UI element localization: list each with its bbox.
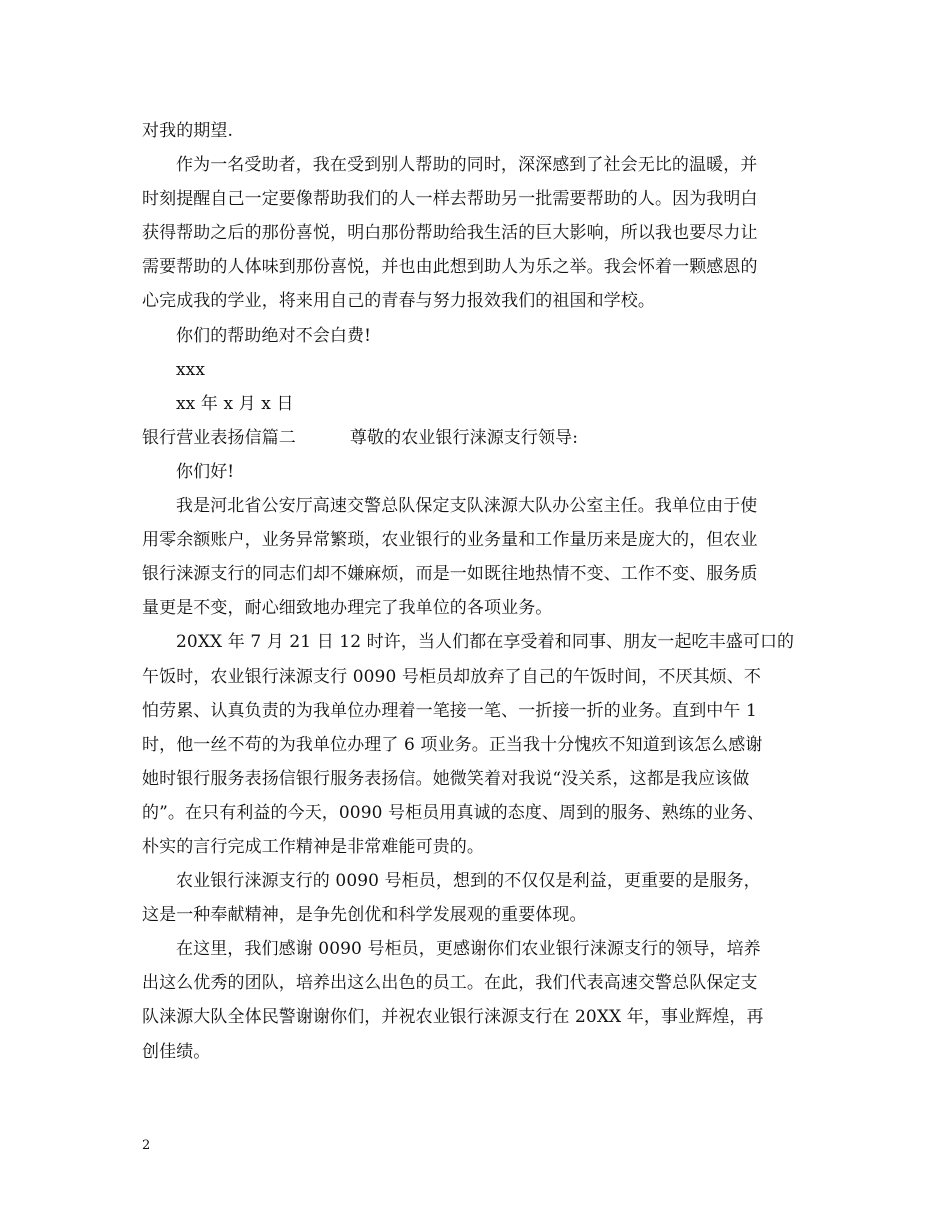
paragraph-line: 队涞源大队全体民警谢谢你们，并祝农业银行涞源支行在 20XX 年，事业辉煌，再 [142,1007,764,1028]
paragraph-line: 时，他一丝不苟的为我单位办理了 6 项业务。正当我十分愧疚不知道到该怎么感谢 [142,734,763,755]
paragraph-line: 午饭时，农业银行涞源支行 0090 号柜员却放弃了自己的午饭时间，不厌其烦、不 [142,666,761,687]
paragraph-line: 她时银行服务表扬信银行服务表扬信。她微笑着对我说“没关系，这都是我应该做 [142,768,750,789]
paragraph-line: 时刻提醒自己一定要像帮助我们的人一样去帮助另一批需要帮助的人。因为我明白 [142,189,758,210]
signature-date: xx 年 x 月 x 日 [176,393,294,414]
paragraph-line: 对我的期望. [142,121,234,141]
paragraph-line: 在这里，我们感谢 0090 号柜员，更感谢你们农业银行涞源支行的领导，培养 [176,939,761,960]
paragraph-line: 银行涞源支行的同志们却不嫌麻烦，而是一如既往地热情不变、工作不变、服务质 [142,564,758,585]
paragraph-line: 出这么优秀的团队，培养出这么出色的员工。在此，我们代表高速交警总队保定支 [142,973,758,994]
paragraph-line: 这是一种奉献精神，是争先创优和科学发展观的重要体现。 [142,905,587,926]
letter-heading-line [142,421,832,455]
paragraph-line: 心完成我的学业，将来用自己的青春与努力报效我们的祖国和学校。 [142,291,655,312]
section-title: 银行营业表扬信篇二 [142,427,296,448]
greeting-line: 你们好! [176,461,235,482]
paragraph-line: 获得帮助之后的那份喜悦，明白那份帮助给我生活的巨大影响，所以我也要尽力让 [142,223,758,244]
letter-salutation: 尊敬的农业银行涞源支行领导: [349,427,579,448]
document-body [142,114,832,1069]
paragraph-line: 量更是不变，耐心细致地办理完了我单位的各项业务。 [142,598,553,619]
paragraph-line: 作为一名受助者，我在受到别人帮助的同时，深深感到了社会无比的温暖，并 [176,155,758,176]
paragraph-line: 的”。在只有利益的今天，0090 号柜员用真诚的态度、周到的服务、熟练的业务、 [142,802,765,823]
paragraph-line: 农业银行涞源支行的 0090 号柜员，想到的不仅仅是利益，更重要的是服务， [176,871,761,892]
paragraph-line: 朴实的言行完成工作精神是非常难能可贵的。 [142,836,484,857]
paragraph-line: 怕劳累、认真负责的为我单位办理着一笔接一笔、一折接一折的业务。直到中午 1 [142,700,757,721]
page-number: 2 [142,1138,151,1153]
paragraph-line: 你们的帮助绝对不会白费! [176,325,372,346]
paragraph-line: 我是河北省公安厅高速交警总队保定支队涞源大队办公室主任。我单位由于使 [176,496,758,517]
paragraph-line: 创佳绩。 [142,1041,211,1062]
paragraph-line: 用零余额账户，业务异常繁琐，农业银行的业务量和工作量历来是庞大的，但农业 [142,530,758,551]
paragraph-line: 需要帮助的人体味到那份喜悦，并也由此想到助人为乐之举。我会怀着一颗感恩的 [142,257,758,278]
signature-name: xxx [176,359,206,380]
paragraph-line: 20XX 年 7 月 21 日 12 时许，当人们都在享受着和同事、朋友一起吃丰盛可口的 [176,632,795,653]
